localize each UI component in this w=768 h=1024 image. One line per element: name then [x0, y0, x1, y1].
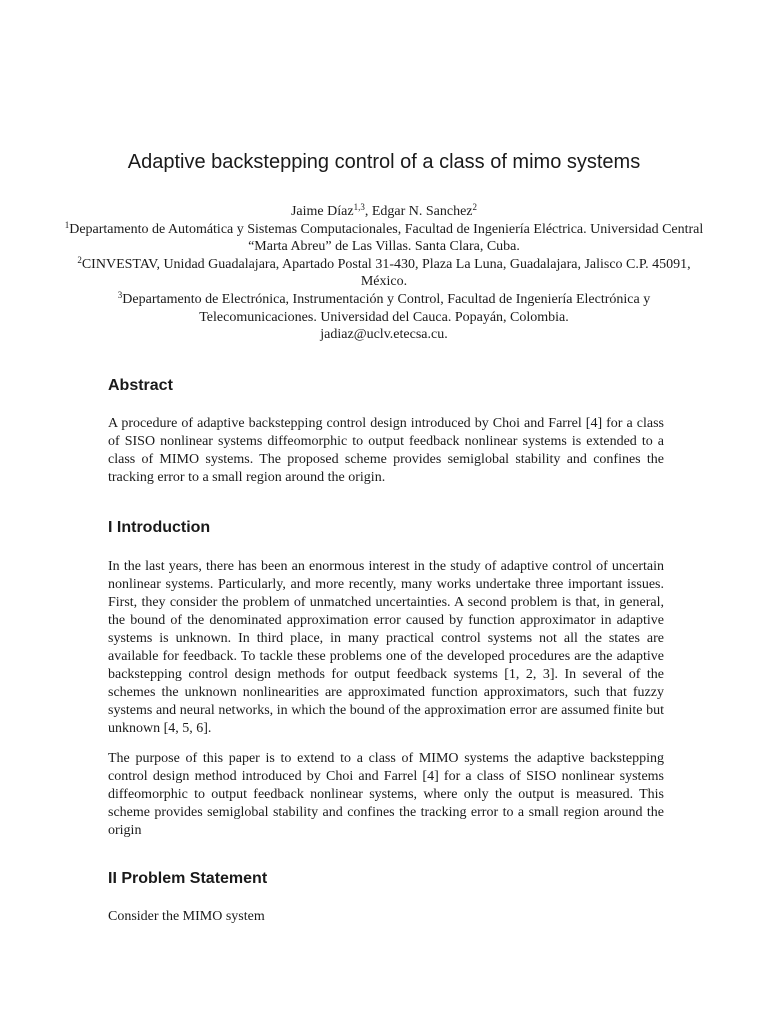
problem-statement-heading: II Problem Statement [108, 870, 268, 887]
paper-title: Adaptive backstepping control of a class of mimo systems [127, 151, 641, 173]
affiliation-superscript: 2 [77, 254, 82, 265]
affiliation-text: CINVESTAV, Unidad Guadalajara, Apartado Postal 31-430, Plaza La Luna, Guadalajara, Jalisco C.P. 45091, México. [81, 256, 691, 290]
author-line [60, 203, 708, 221]
affiliation-text: Departamento de Electrónica, Instrumentación y Control, Facultad de Ingeniería Electrónica y Telecomunicaciones. Universidad del Cauca. Popayán, Colombia. [122, 291, 651, 325]
affiliation [60, 221, 708, 256]
author-name: Edgar N. Sanchez [371, 204, 473, 219]
abstract-text: A procedure of adaptive backstepping control design introduced by Choi and Farrel [4] for a class of SISO nonlinear systems diffeomorphic to output feedback nonlinear systems is extended to a class of MIMO systems. The proposed scheme provides semiglobal stability and confines the tracking error to a small region around the origin. [108, 416, 664, 485]
contact-email[interactable]: jadiaz@uclv.etecsa.cu. [320, 327, 448, 343]
affiliation-text: Departamento de Automática y Sistemas Computacionales, Facultad de Ingeniería Eléctrica. Universidad Central “Marta Abreu” de Las Villas. Santa Clara, Cuba. [69, 221, 704, 255]
problem-statement-paragraph: Consider the MIMO system [108, 909, 265, 924]
author-name: Jaime Díaz [290, 204, 354, 219]
author-block [60, 203, 708, 344]
introduction-paragraph: The purpose of this paper is to extend to a class of MIMO systems the adaptive backstepping control design method introduced by Choi and Farrel [4] for a class of SISO nonlinear systems diffeomorphic to output feedback nonlinear systems, where only the output is measured. This scheme provides semiglobal stability and confines the tracking error to a small region around the origin [108, 751, 664, 838]
author-superscript: 1,3 [353, 202, 365, 212]
affiliation-superscript: 3 [117, 289, 123, 300]
affiliation [60, 291, 708, 326]
abstract-heading: Abstract [108, 377, 173, 394]
affiliation [60, 256, 708, 291]
introduction-paragraph: In the last years, there has been an enormous interest in the study of adaptive control of uncertain nonlinear systems. Particularly, and more recently, many works undertake three important issues. First, they consider the problem of unmatched uncertainties. A second problem is that, in general, the bound of the denominated approximation error caused by function approximator in adaptive systems is unknown. In third place, in many practical control systems not all the states are available for feedback. To tackle these problems one of the developed procedures are the adaptive backstepping control design methods for output feedback systems [1, 2, 3]. In several of the schemes the unknown nonlinearities are approximated function approximators, such that fuzzy systems and neural networks, in which the bound of the approximation error are assumed finite but unknown [4, 5, 6]. [108, 559, 664, 736]
author-separator: , [364, 204, 372, 219]
introduction-heading: I Introduction [108, 519, 211, 536]
affiliation-superscript: 1 [64, 219, 70, 230]
author-superscript: 2 [472, 202, 478, 212]
